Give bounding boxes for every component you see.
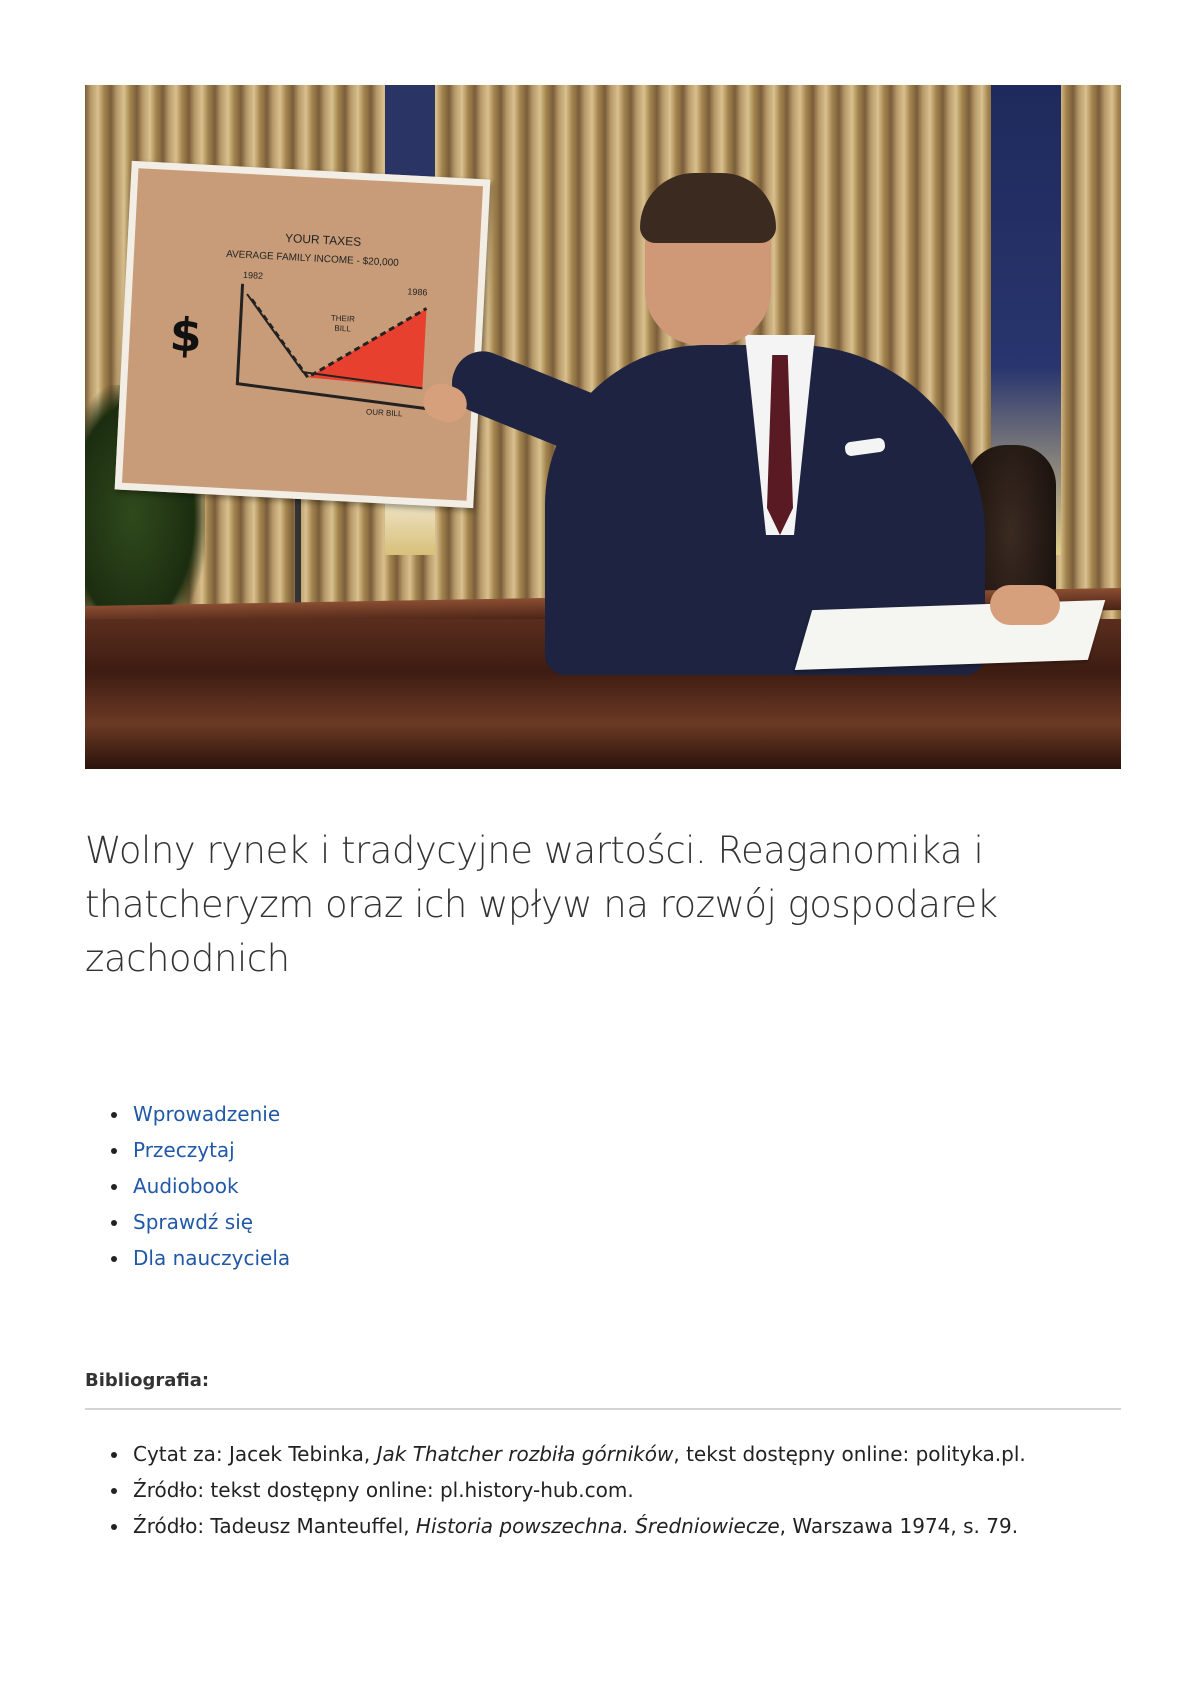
- sign-year-start: 1982: [242, 269, 264, 281]
- bibliography-divider: [85, 1408, 1121, 1410]
- bib-title: Jak Thatcher rozbiła górników: [376, 1442, 674, 1466]
- nav-link-przeczytaj[interactable]: Przeczytaj: [133, 1138, 235, 1162]
- bibliography-item: [133, 1472, 1133, 1508]
- bibliography-heading: Bibliografia:: [85, 1370, 210, 1391]
- sign-our-bill: OUR BILL: [365, 407, 403, 419]
- resting-hand: [990, 585, 1060, 625]
- bibliography-list: [85, 1436, 1133, 1544]
- nav-link-dla-nauczyciela[interactable]: Dla nauczyciela: [133, 1246, 291, 1270]
- nav-link-sprawdz-sie[interactable]: Sprawdź się: [133, 1210, 254, 1234]
- nav-item-dla-nauczyciela: [133, 1240, 290, 1276]
- dollar-sign: $: [168, 307, 204, 363]
- sign-year-end: 1986: [407, 286, 428, 298]
- sign-bill: BILL: [334, 323, 352, 334]
- bib-text: Cytat za: Jacek Tebinka,: [133, 1442, 377, 1466]
- sign-subtitle: AVERAGE FAMILY INCOME - $20,000: [225, 248, 399, 269]
- section-nav: [85, 1096, 290, 1276]
- bibliography-item: [133, 1508, 1133, 1544]
- bibliography-item: [133, 1436, 1133, 1472]
- page-title: Wolny rynek i tradycyjne wartości. Reaganomika i thatcheryzm oraz ich wpływ na rozwój gospodarek zachodnich: [85, 829, 998, 980]
- bib-text: , Warszawa 1974, s. 79.: [779, 1514, 1019, 1538]
- sign-title: YOUR TAXES: [284, 230, 362, 249]
- bib-title: Historia powszechna. Średniowiecze: [415, 1514, 780, 1538]
- tax-chart-sign: [115, 161, 491, 508]
- bib-text: , tekst dostępny online: polityka.pl.: [673, 1442, 1026, 1466]
- nav-link-audiobook[interactable]: Audiobook: [133, 1174, 239, 1198]
- nav-item-przeczytaj: [133, 1132, 290, 1168]
- nav-item-wprowadzenie: [133, 1096, 290, 1132]
- bib-text: Źródło: tekst dostępny online: pl.history-hub.com.: [133, 1478, 634, 1502]
- nav-item-sprawdz-sie: [133, 1204, 290, 1240]
- nav-link-wprowadzenie[interactable]: Wprowadzenie: [133, 1102, 281, 1126]
- hair: [640, 173, 776, 243]
- hero-photo: [85, 85, 1121, 769]
- nav-item-audiobook: [133, 1168, 290, 1204]
- sign-their: THEIR: [330, 313, 356, 324]
- bib-text: Źródło: Tadeusz Manteuffel,: [133, 1514, 416, 1538]
